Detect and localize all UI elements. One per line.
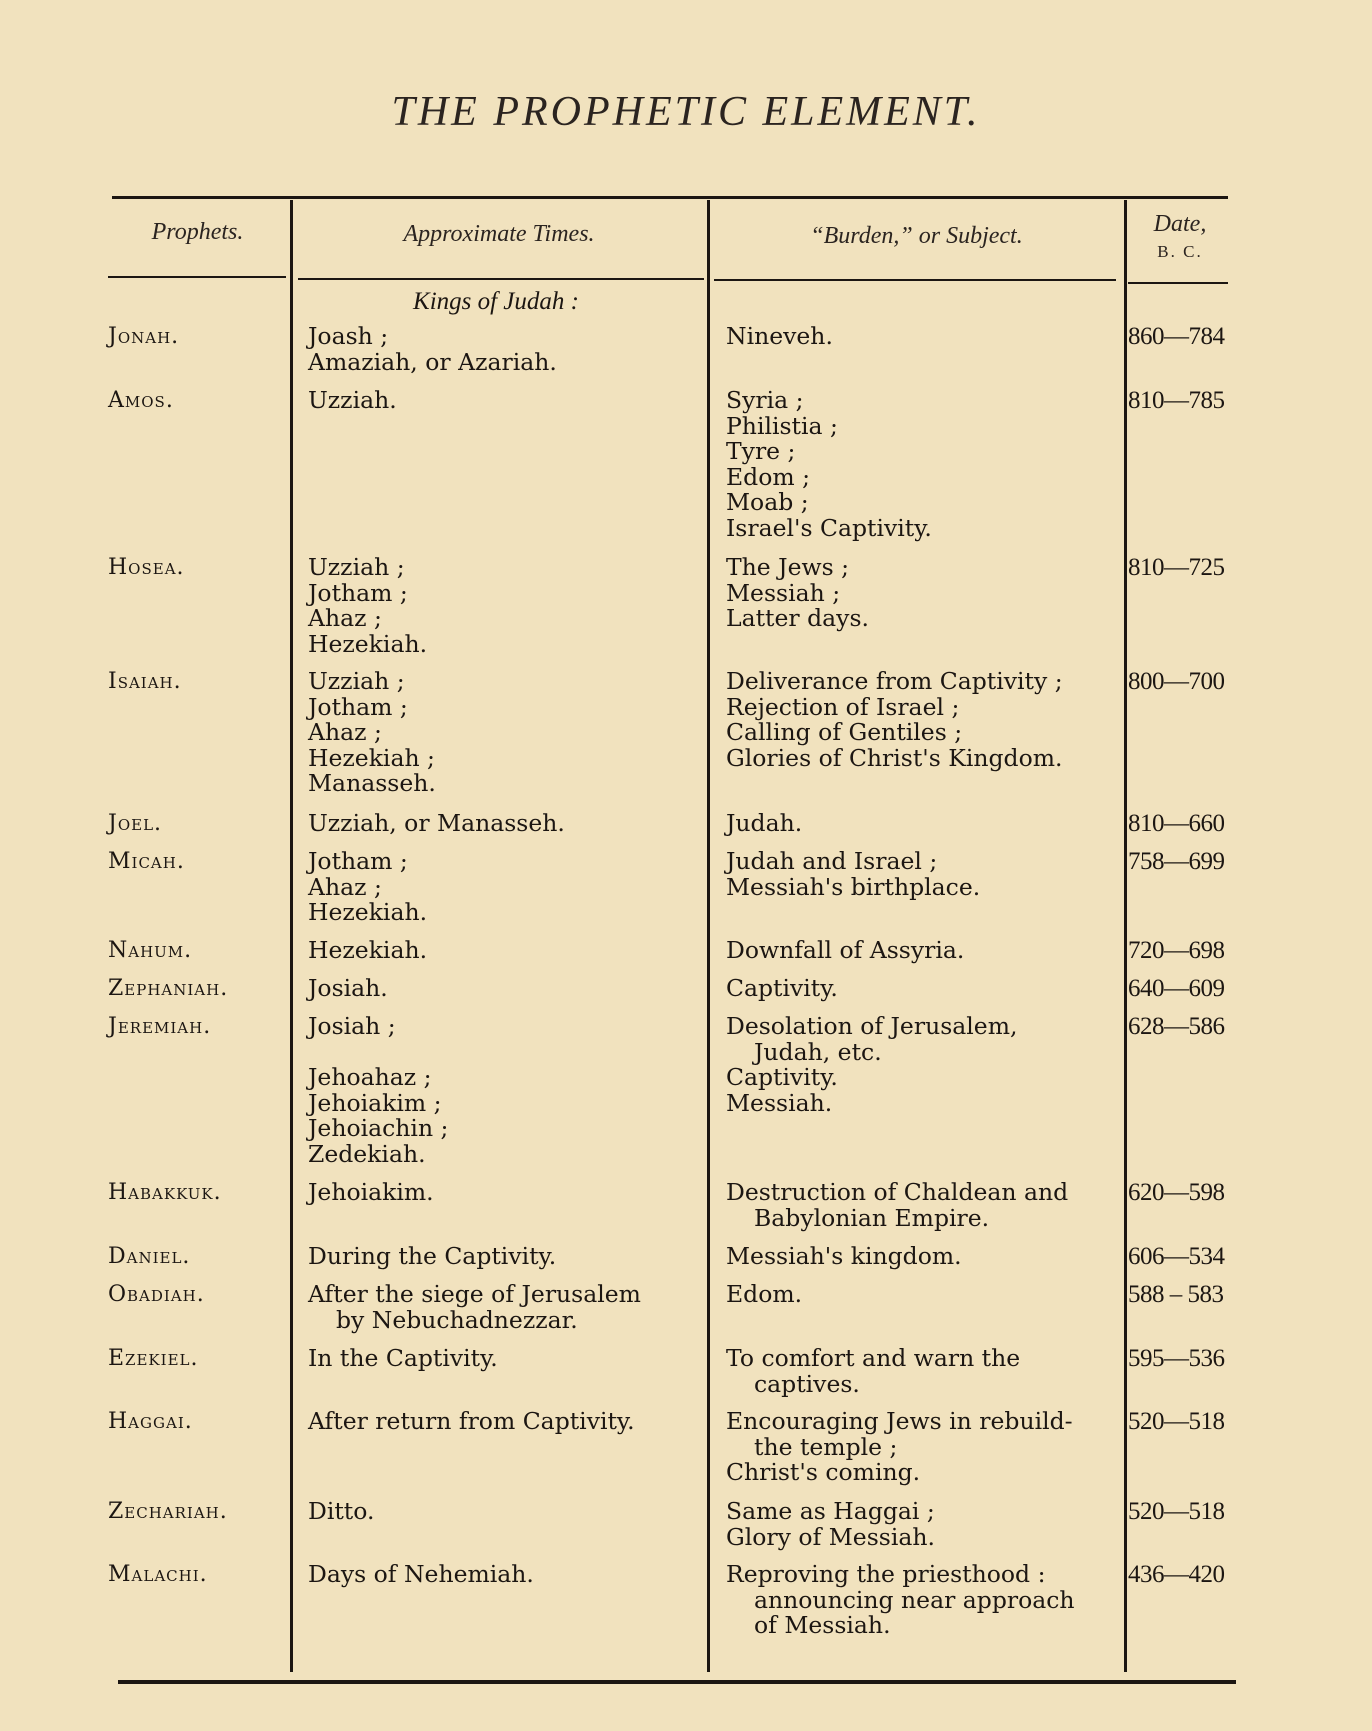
- approximate-times-line: Ditto.: [308, 1497, 375, 1525]
- burden-subject-line: of Messiah.: [754, 1611, 891, 1639]
- burden-subject-line: the temple ;: [754, 1432, 898, 1461]
- bottom-rule: [118, 1680, 1236, 1684]
- date-bc: 810—660: [1128, 810, 1225, 837]
- approximate-times-line: Joash ;: [308, 322, 389, 350]
- approximate-times-line: During the Captivity.: [308, 1242, 557, 1270]
- prophet-name: Ezekiel.: [108, 1346, 199, 1371]
- header-date-label: Date,: [1153, 211, 1207, 237]
- burden-subject-line: Moab ;: [726, 488, 809, 516]
- burden-subject-line: Captivity.: [726, 974, 838, 1002]
- approximate-times-line: Uzziah ;: [308, 667, 405, 695]
- prophet-name: Jeremiah.: [108, 1014, 212, 1039]
- burden-subject-line: Syria ;: [726, 386, 804, 414]
- burden-subject: [726, 1244, 962, 1270]
- prophet-name: Nahum.: [108, 938, 193, 963]
- burden-subject-line: Messiah.: [726, 1088, 833, 1117]
- header-underline-1: [108, 276, 286, 278]
- header-underline-3: [714, 279, 1116, 281]
- approximate-times-line: Jotham ;: [308, 847, 408, 875]
- approximate-times: [308, 1180, 434, 1206]
- header-underline-4: [1128, 282, 1228, 284]
- date-bc: 588 – 583: [1128, 1281, 1224, 1308]
- header-subject: “Burden,” or Subject.: [810, 223, 1023, 249]
- approximate-times: [308, 1346, 498, 1372]
- prophet-name: Daniel.: [108, 1244, 191, 1269]
- date-bc: 810—725: [1128, 554, 1225, 581]
- burden-subject-line: Encouraging Jews in rebuild-: [726, 1407, 1073, 1435]
- burden-subject-line: To comfort and warn the: [726, 1344, 1021, 1372]
- approximate-times-line: Zedekiah.: [308, 1139, 426, 1168]
- date-bc: 595—536: [1128, 1345, 1225, 1372]
- burden-subject: [726, 1014, 1017, 1116]
- approximate-times: [308, 1014, 448, 1167]
- approximate-times-line: Jotham ;: [308, 578, 408, 607]
- header-date: [1128, 210, 1232, 266]
- approximate-times-line: Uzziah ;: [308, 553, 405, 581]
- burden-subject-line: Nineveh.: [726, 322, 833, 350]
- approximate-times: [308, 1282, 641, 1333]
- approximate-times-line: Jehoahaz ;: [308, 1063, 432, 1091]
- approximate-times-line: Ahaz ;: [308, 872, 382, 901]
- approximate-times: [308, 1409, 635, 1435]
- burden-subject: [726, 669, 1063, 771]
- column-divider-1: [290, 200, 293, 1672]
- prophet-name: Zechariah.: [108, 1499, 228, 1524]
- date-bc: 620—598: [1128, 1179, 1225, 1206]
- burden-subject-line: Downfall of Assyria.: [726, 936, 965, 964]
- burden-subject-line: Glory of Messiah.: [726, 1522, 935, 1551]
- date-bc: 800—700: [1128, 668, 1225, 695]
- burden-subject-line: Judah and Israel ;: [726, 847, 938, 875]
- date-bc: 860—784: [1128, 323, 1225, 350]
- approximate-times-line: Uzziah, or Manasseh.: [308, 809, 565, 837]
- burden-subject: [726, 938, 964, 964]
- burden-subject-line: Captivity.: [726, 1063, 838, 1091]
- burden-subject: [726, 1409, 1073, 1486]
- approximate-times-line: Josiah ;: [308, 1012, 396, 1040]
- approximate-times: [308, 555, 427, 657]
- approximate-times-line: Hezekiah.: [308, 898, 428, 926]
- burden-subject-line: Tyre ;: [726, 437, 796, 465]
- approximate-times: [308, 811, 565, 837]
- burden-subject-line: Desolation of Jerusalem,: [726, 1012, 1018, 1040]
- prophet-name: Isaiah.: [108, 669, 182, 694]
- burden-subject-line: Deliverance from Captivity ;: [726, 667, 1063, 695]
- top-rule: [112, 196, 1228, 199]
- burden-subject-line: captives.: [754, 1369, 860, 1398]
- column-divider-2: [707, 200, 710, 1672]
- burden-subject: [726, 1499, 935, 1550]
- burden-subject: [726, 1346, 1020, 1397]
- date-bc: 520—518: [1128, 1498, 1225, 1525]
- approximate-times: [308, 1562, 534, 1588]
- burden-subject: [726, 388, 932, 541]
- prophet-name: Joel.: [108, 811, 163, 836]
- approximate-times-line: by Nebuchadnezzar.: [336, 1305, 578, 1334]
- prophet-name: Amos.: [108, 388, 174, 413]
- prophet-name: Obadiah.: [108, 1282, 205, 1307]
- page-title: THE PROPHETIC ELEMENT.: [391, 89, 981, 135]
- prophet-name: Malachi.: [108, 1562, 208, 1587]
- kings-of-judah-subhead: Kings of Judah :: [413, 288, 579, 315]
- burden-subject-line: Israel's Captivity.: [726, 513, 932, 542]
- burden-subject-line: Babylonian Empire.: [754, 1203, 990, 1232]
- approximate-times-line: Amaziah, or Azariah.: [308, 347, 557, 376]
- approximate-times-line: Jehoiakim.: [308, 1178, 434, 1206]
- approximate-times-line: In the Captivity.: [308, 1344, 498, 1372]
- approximate-times-line: After return from Captivity.: [308, 1407, 635, 1435]
- approximate-times-line: [308, 1040, 448, 1066]
- approximate-times: [308, 1244, 556, 1270]
- approximate-times-line: Ahaz ;: [308, 718, 382, 746]
- burden-subject-line: Messiah's kingdom.: [726, 1242, 962, 1270]
- burden-subject-line: Edom ;: [726, 462, 811, 491]
- approximate-times: [308, 388, 397, 414]
- approximate-times: [308, 849, 427, 926]
- prophet-name: Habakkuk.: [108, 1180, 222, 1205]
- approximate-times: [308, 1499, 374, 1525]
- burden-subject-line: Messiah ;: [726, 578, 841, 607]
- burden-subject: [726, 1180, 1068, 1231]
- approximate-times-line: Uzziah.: [308, 386, 397, 414]
- burden-subject: [726, 1562, 1075, 1639]
- date-bc: 606—534: [1128, 1243, 1225, 1270]
- approximate-times-line: Days of Nehemiah.: [308, 1560, 534, 1588]
- approximate-times-line: Ahaz ;: [308, 604, 382, 632]
- burden-subject-line: Judah.: [726, 809, 803, 837]
- burden-subject-line: Christ's coming.: [726, 1458, 921, 1486]
- burden-subject-line: Philistia ;: [726, 411, 838, 440]
- approximate-times: [308, 324, 557, 375]
- burden-subject-line: Glories of Christ's Kingdom.: [726, 743, 1063, 772]
- date-bc: 758—699: [1128, 848, 1225, 875]
- date-bc: 720—698: [1128, 937, 1225, 964]
- burden-subject-line: The Jews ;: [726, 553, 850, 581]
- date-bc: 640—609: [1128, 975, 1225, 1002]
- approximate-times-line: Manasseh.: [308, 769, 436, 797]
- column-divider-3: [1124, 200, 1127, 1672]
- burden-subject-line: Edom.: [726, 1280, 803, 1308]
- date-bc: 628—586: [1128, 1013, 1225, 1040]
- date-bc: 810—785: [1128, 387, 1225, 414]
- approximate-times: [308, 976, 388, 1002]
- header-underline-2: [298, 278, 704, 280]
- approximate-times-line: Jotham ;: [308, 692, 408, 721]
- burden-subject: [726, 1282, 802, 1308]
- approximate-times-line: Josiah.: [308, 974, 388, 1002]
- burden-subject-line: announcing near approach: [754, 1585, 1075, 1614]
- header-times: Approximate Times.: [403, 221, 595, 247]
- burden-subject: [726, 555, 869, 632]
- approximate-times-line: Jehoiakim ;: [308, 1088, 442, 1117]
- header-date-era: B. C.: [1157, 242, 1203, 261]
- prophet-name: Micah.: [108, 849, 185, 874]
- approximate-times: [308, 938, 427, 964]
- prophet-name: Jonah.: [108, 324, 180, 349]
- approximate-times-line: Hezekiah.: [308, 629, 428, 658]
- approximate-times-line: Hezekiah.: [308, 936, 428, 964]
- burden-subject: [726, 324, 833, 350]
- burden-subject-line: Calling of Gentiles ;: [726, 718, 963, 746]
- burden-subject: [726, 849, 980, 900]
- burden-subject-line: Judah, etc.: [754, 1037, 882, 1066]
- date-bc: 436—420: [1128, 1561, 1225, 1588]
- prophet-name: Zephaniah.: [108, 976, 229, 1001]
- burden-subject-line: Same as Haggai ;: [726, 1497, 935, 1525]
- approximate-times-line: Hezekiah ;: [308, 743, 435, 772]
- burden-subject-line: Destruction of Chaldean and: [726, 1178, 1069, 1206]
- approximate-times-line: Jehoiachin ;: [308, 1114, 449, 1142]
- burden-subject-line: Reproving the priesthood :: [726, 1560, 1046, 1588]
- burden-subject: [726, 976, 838, 1002]
- burden-subject-line: Rejection of Israel ;: [726, 692, 960, 721]
- header-prophets: Prophets.: [151, 219, 244, 245]
- date-bc: 520—518: [1128, 1408, 1225, 1435]
- burden-subject-line: Messiah's birthplace.: [726, 872, 981, 901]
- prophet-name: Hosea.: [108, 555, 185, 580]
- burden-subject-line: Latter days.: [726, 604, 869, 632]
- prophet-name: Haggai.: [108, 1409, 193, 1434]
- approximate-times-line: After the siege of Jerusalem: [308, 1280, 641, 1308]
- approximate-times: [308, 669, 436, 797]
- burden-subject: [726, 811, 802, 837]
